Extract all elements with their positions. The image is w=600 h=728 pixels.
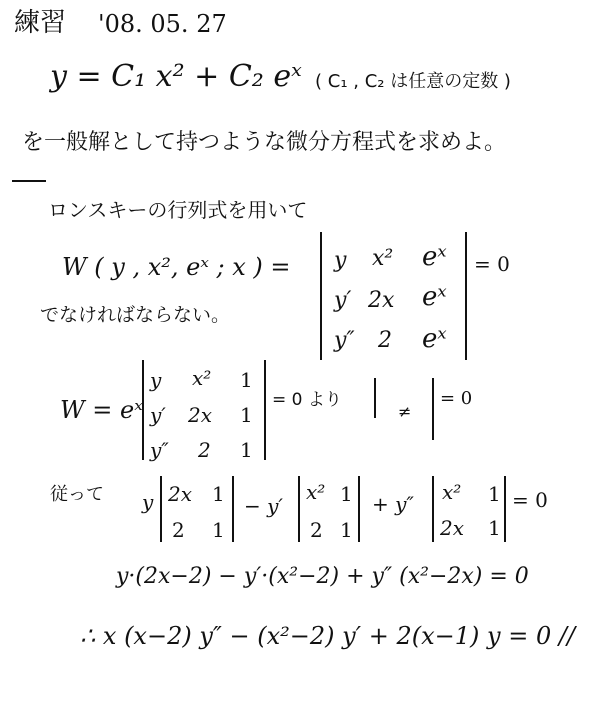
det-small-equals-zero: = 0 [440,388,473,409]
m2-r2-c1: 2 [310,518,323,542]
yori-text: = 0 より [272,390,342,410]
header-date: '08. 05. 27 [98,10,227,38]
final-equation: ∴ x (x−2) y″ − (x²−2) y′ + 2(x−1) y = 0 // [80,622,576,650]
det1-r3-c3: eˣ [422,324,447,354]
must-text: でなければならない。 [40,304,231,326]
det2-r1-c1: y [150,368,162,392]
exp-op3: + y″ [372,492,414,516]
w2-lhs: W = eˣ [60,396,143,424]
m3-r1-c2: 1 [488,482,501,506]
det1-r3-c2: 2 [378,328,392,353]
det1-r2-c2: 2x [368,288,395,313]
m3-right-bar [504,476,506,542]
det2-r2-c3: 1 [240,403,253,427]
separator-line [12,180,46,182]
m1-left-bar [160,476,162,542]
det2-right-bar [264,360,266,460]
header-title: 練習 [14,8,67,38]
exp-y: y [142,490,154,514]
m2-r1-c1: x² [306,480,326,504]
det1-r1-c3: eˣ [422,242,447,272]
m2-r1-c2: 1 [340,482,353,506]
m1-right-bar [232,476,234,542]
det1-left-bar [320,232,322,360]
solution-intro: ロンスキーの行列式を用いて [48,198,308,222]
m3-r2-c2: 1 [488,516,501,540]
m1-r1-c1: 2x [168,482,193,506]
problem-equation: y = C₁ x² + C₂ eˣ [50,59,302,94]
det1-r2-c1: y′ [334,288,352,313]
m1-r1-c2: 1 [212,482,225,506]
m3-r1-c1: x² [442,480,462,504]
det-small-left-bar [374,378,376,418]
m2-left-bar [298,476,300,542]
det1-r3-c1: y″ [334,328,355,353]
m2-r2-c2: 1 [340,518,353,542]
det1-right-bar [465,232,467,360]
det1-r2-c3: eˣ [422,282,447,312]
not-equal-sign: ≠ [398,402,412,421]
m3-left-bar [432,476,434,542]
det2-r2-c1: y′ [150,403,166,427]
det2-left-bar [142,360,144,460]
det2-r2-c2: 2x [188,403,213,427]
wronskian-lhs: W ( y , x², eˣ ; x ) = [62,253,291,281]
exp-op2: − y′ [244,494,283,518]
det2-r1-c2: x² [192,366,212,390]
det2-r3-c2: 2 [198,438,211,462]
det1-r1-c2: x² [372,246,394,271]
m3-r2-c1: 2x [440,516,465,540]
problem-note: ( C₁ , C₂ は任意の定数 ) [315,71,511,92]
m1-r2-c2: 1 [212,518,225,542]
det2-r3-c1: y″ [150,438,169,462]
det1-equals-zero: = 0 [474,252,510,276]
problem-instruction: を一般解として持つような微分方程式を求めよ。 [22,130,507,155]
det2-r3-c3: 1 [240,438,253,462]
m2-right-bar [358,476,360,542]
expansion-line: y·(2x−2) − y′·(x²−2) + y″ (x²−2x) = 0 [116,564,529,589]
therefore-label: 従って [50,484,104,505]
det-small-right-bar [432,378,434,440]
det2-r1-c3: 1 [240,368,253,392]
det1-r1-c1: y [334,248,347,273]
m1-r2-c1: 2 [172,518,185,542]
exp-eq: = 0 [512,488,548,512]
